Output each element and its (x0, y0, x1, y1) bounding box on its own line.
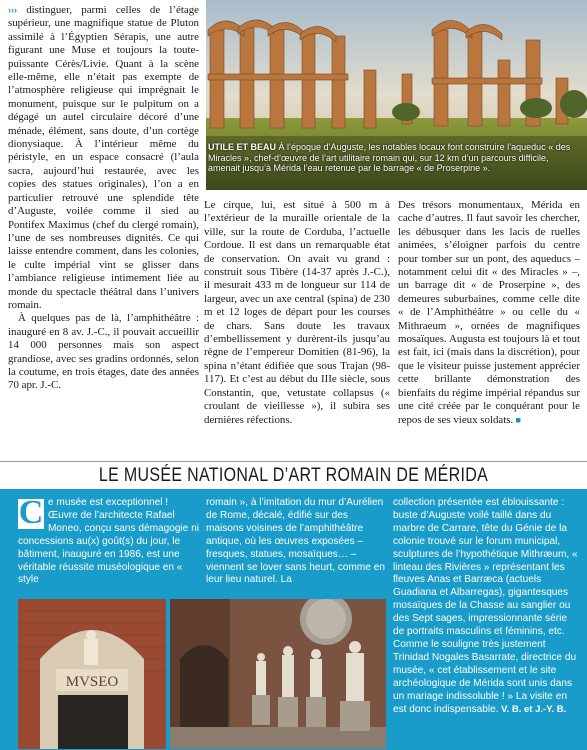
article-column-2 (204, 199, 390, 427)
museum-interior-illustration (170, 599, 386, 749)
end-mark: ■ (513, 414, 521, 425)
museum-banner (0, 461, 587, 489)
col3-paragraph-1: Des trésors monumentaux, Mérida en cache d’autres. Il faut savoir les chercher, les débusquer dans les lacis de ruelles animées, s’éloigner parfois du centre pour tomber sur un pont, des aqueducs – notamment celui dit « des Miracles » –, un barrage dit « de Proserpine », des demeures suburbaines, comme celle dite « de l’Amphithéâtre » ou celle du « Mithraeum », ornées de magnifiques mosaïques. Augusta est toujours là et tout est fait, ici (mais dans la discrétion), pour que le visiteur puisse justement apprécier cette brillante démonstration des bienfaits du régime impérial répandus sur une cité créée par le conquérant pour le repos de ses vieux soldats. ■ (398, 199, 580, 426)
col2-paragraph-1: Le cirque, lui, est situé à 500 m à l’extérieur de la muraille orientale de la ville, sur la route de Corduba, l’actuelle Cordoue. Il est dans un remarquable état de conservation. On avait vu grand : construit sous Tibère (14-37 après J.-C.), il mesurait 433 m de longueur sur 114 de largeur, avec un axe central (spina) de 230 m et 12 loges de départ pour les courses de chars. Sans doute les travaux d’embellissement y durèrent-ils jusqu’au règne de l’empereur Domitien (81-96), la spina n’étant édifiée que sous Trajan (98-117). Et c’est au début du IIIe siècle, sous Constantin, que, vetustate collapsus (« croulant de vieillesse »), il subira ses dernières réfections. (204, 199, 390, 426)
museum-entrance-photo (18, 599, 166, 749)
caption-text: À l’époque d’Auguste, les notables locaux font construire l’aqueduc « des Miracles », chef-d’œuvre de l’art utilitaire romain qui, sur 12 km d’un parcours difficile, amenait jusqu’à Mérida l’eau retenue par le barrage « de Proserpine ». (208, 142, 571, 174)
signature: V. B. et J.-Y. B. (498, 703, 567, 715)
museum-text-3: collection présentée est éblouissante : buste d’Auguste voilé taillé dans du marbre de Carrare, tête du Génie de la colonie trouvé sur le forum municipal, sculptures de l’hypothétique Mithræum, « linteau des Rivières » représentant les fleuves Anas et Barræca (actuels Guadiana et Albarregas), gigantesques mosaïques de la Chasse au sanglier ou des Sept sages, impressionnante série de portraits masculins et féminins, etc. Comme le souligne très justement Trinidad Nogales Basarrate, directrice du musée, « cet établissement et le site archéologique de Mérida sont unis dans un mariage indissoluble ! » La visite en est donc indispensable. (393, 497, 578, 715)
caption-title: UTILE ET BEAU (208, 142, 277, 152)
museum-entrance-illustration (18, 599, 166, 749)
museum-text-1: e musée est exceptionnel ! Œuvre de l’architecte Rafael Moneo, conçu sans démagogie ni concessions au(x) goût(s) du jour, le bâtiment, inauguré en 1986, est une véritable réussite muséologique en « style (18, 497, 199, 586)
continuation-marker: ››› (8, 5, 17, 15)
article-column-1 (8, 4, 199, 393)
museum-column-3 (393, 497, 579, 716)
photo-caption (208, 142, 576, 174)
museum-column-2 (206, 497, 386, 587)
museum-sign-text: MVSEO (65, 674, 119, 690)
museum-heading: LE MUSÉE NATIONAL D’ART ROMAIN DE MÉRIDA (98, 464, 489, 486)
col1-paragraph-2: À quelques pas de là, l’amphithéâtre : inauguré en 8 av. J.-C., il pouvait accueillir 14 000 personnes mais son aspect grandiose, avec ses gradins ordonnés, selon la coutume, en trois étages, date des années 70 apr. J.-C. (8, 312, 199, 392)
museum-column-1 (18, 494, 200, 587)
museum-text-2: romain », à l’imitation du mur d’Aurélien de Rome, décalé, édifié sur des maisons voisines de l’amphithéâtre antique, où les œuvres exposées – fresques, statues, mosaïques… – viennent se lover sans heurt, comme en leur lieu naturel. La (206, 497, 385, 586)
article-column-3 (398, 199, 580, 427)
col1-paragraph-1: ››› distinguer, parmi celles de l’étage supérieur, une magnifique statue de Pluton assimilé à l’Égyptien Sérapis, une autre figurant une Muse et toujours la toute-puissante Cérès/Livie. Quant à la scène elle-même, elle n’était pas exempte de l’atmosphère religieuse qui imprégnait le monument, puisque sur le pulpitum on a dégagé un autel circulaire décoré d’une ménade, élément, sans doute, d’un cortège dionysiaque. À l’intérieur même du péristyle, en un espace consacré (l’aula sacra, aujourd’hui restaurée, avec les copies des statues originales), l’on a en particulier retrouvé une splendide tête d’Auguste, voilée comme il sied au Pontifex Maximus (chef du clergé romain), l’une de ses nombreuses dignités. Ce qui laisse entendre comment, dans les colonies, le culte impérial vint se glisser dans l’ambiance religieuse intimement liée au monde du spectacle théâtral dans l’univers romain. (8, 4, 199, 311)
museum-interior-photo (170, 599, 386, 749)
drop-cap: C (18, 494, 44, 531)
